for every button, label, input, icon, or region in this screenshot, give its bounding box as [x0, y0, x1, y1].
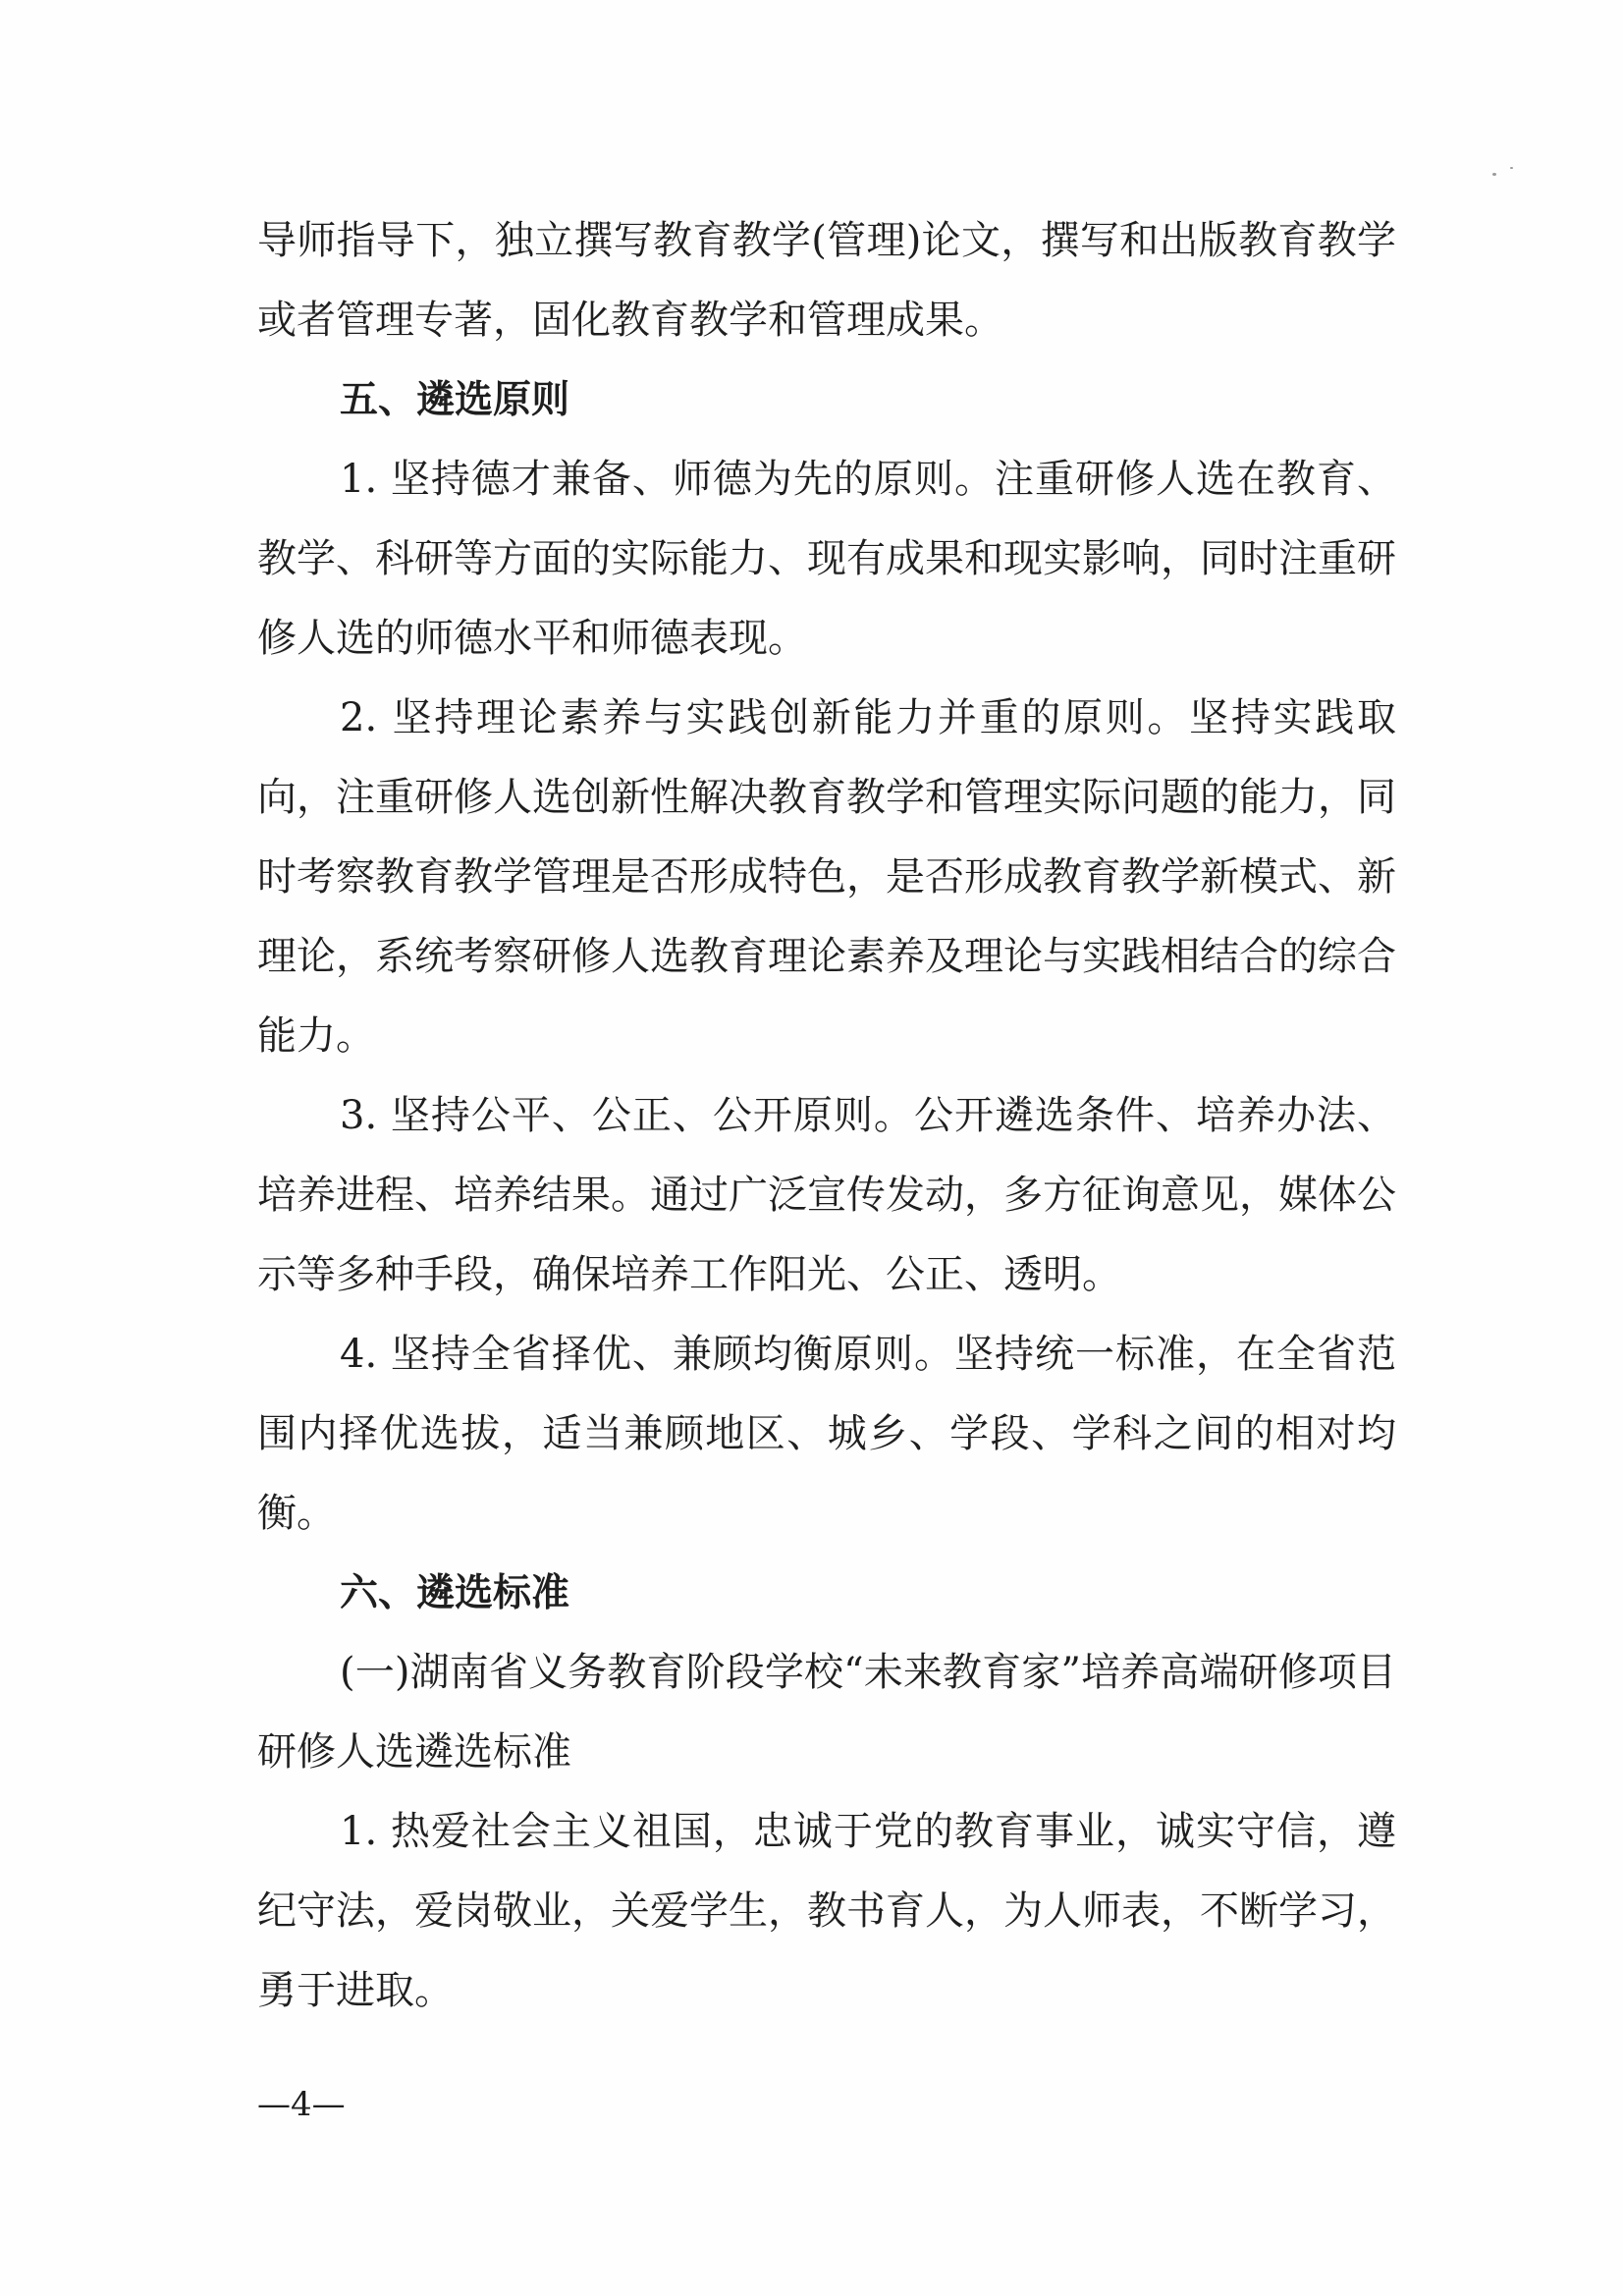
section-heading-selection-criteria: 六、遴选标准 [340, 1571, 570, 1615]
page-number: —4— [257, 2085, 346, 2124]
scan-speck [1492, 173, 1496, 176]
criteria-subsection-title: (一)湖南省义务教育阶段学校“未来教育家”培养高端研修项目研修人选遴选标准 [257, 1650, 1396, 1775]
principle-2-paragraph: 2. 坚持理论素养与实践创新能力并重的原则。坚持实践取向，注重研修人选创新性解决教育教学和管理实际问题的能力，同时考察教育教学管理是否形成特色，是否形成教育教学新模式、新理论，系统考察研修人选教育理论素养及理论与实践相结合的综合能力。 [257, 695, 1396, 1059]
principle-4-paragraph: 4. 坚持全省择优、兼顾均衡原则。坚持统一标准，在全省范围内择优选拔，适当兼顾地区、城乡、学段、学科之间的相对均衡。 [257, 1332, 1396, 1536]
section-heading-selection-principles: 五、遴选原则 [340, 378, 570, 422]
principle-3-paragraph: 3. 坚持公平、公正、公开原则。公开遴选条件、培养办法、培养进程、培养结果。通过广泛宣传发动，多方征询意见，媒体公示等多种手段，确保培养工作阳光、公正、透明。 [257, 1093, 1396, 1297]
paragraph-continuation: 导师指导下，独立撰写教育教学(管理)论文，撰写和出版教育教学或者管理专著，固化教育教学和管理成果。 [257, 218, 1396, 343]
document-body [257, 201, 1396, 2031]
principle-1-paragraph: 1. 坚持德才兼备、师德为先的原则。注重研修人选在教育、教学、科研等方面的实际能力、现有成果和现实影响，同时注重研修人选的师德水平和师德表现。 [257, 457, 1396, 661]
criteria-1-paragraph: 1. 热爱社会主义祖国，忠诚于党的教育事业，诚实守信，遵纪守法，爱岗敬业，关爱学生，教书育人，为人师表，不断学习，勇于进取。 [257, 1809, 1396, 2013]
scan-speck [1510, 167, 1513, 169]
